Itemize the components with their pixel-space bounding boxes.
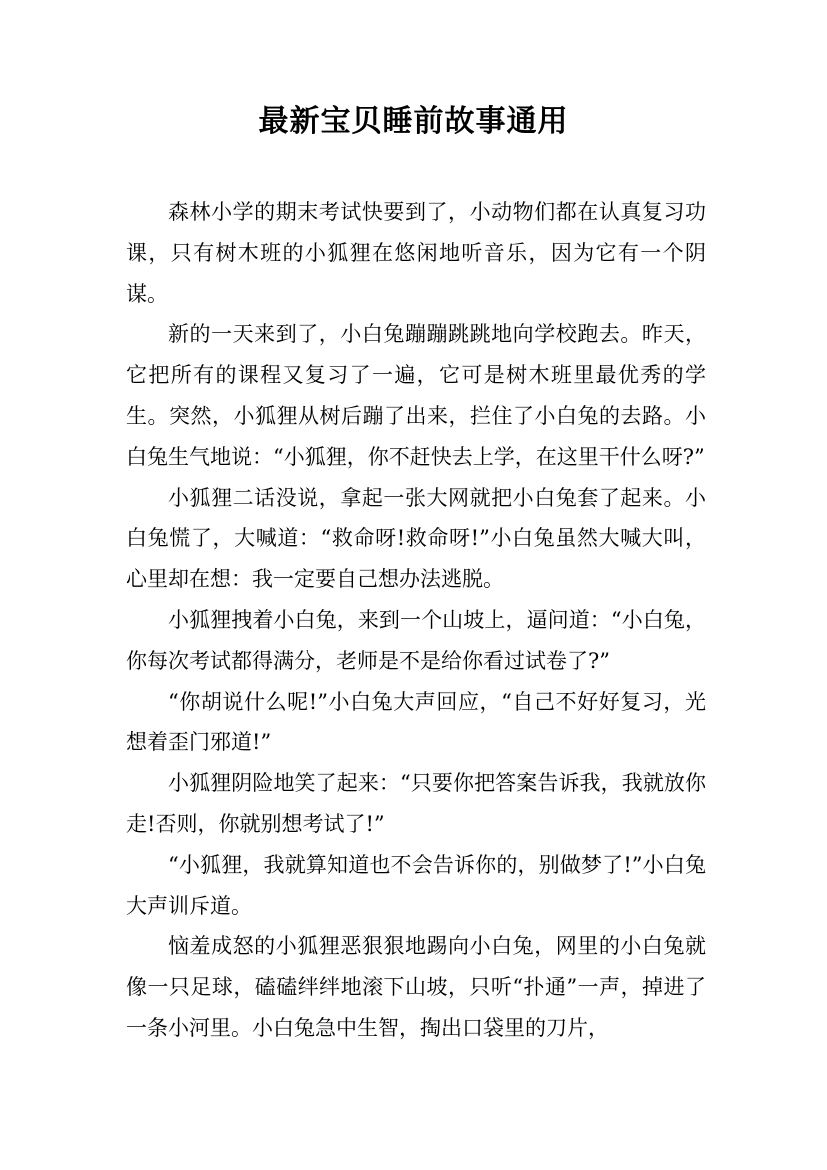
paragraph: 恼羞成怒的小狐狸恶狠狠地踢向小白兔，网里的小白兔就像一只足球，磕磕绊绊地滚下山坡，只听“扑通”一声，掉进了一条小河里。小白兔急中生智，掏出口袋里的刀片， <box>126 934 706 1040</box>
paragraph: 小狐狸阴险地笑了起来：“只要你把答案告诉我，我就放你走!否则，你就别想考试了!” <box>126 771 706 836</box>
paragraph: “你胡说什么呢!”小白兔大声回应，“自己不好好复习，光想着歪门邪道!” <box>126 689 706 755</box>
paragraph: 小狐狸二话没说，拿起一张大网就把小白兔套了起来。小白兔慌了，大喊道：“救命呀!救命呀!”小白兔虽然大喊大叫，心里却在想：我一定要自己想办法逃脱。 <box>126 485 706 592</box>
paragraph: 新的一天来到了，小白兔蹦蹦跳跳地向学校跑去。昨天，它把所有的课程又复习了一遍，它可是树木班里最优秀的学生。突然，小狐狸从树后蹦了出来，拦住了小白兔的去路。小白兔生气地说：“小狐狸，你不赶快去上学，在这里干什么呀?” <box>126 322 706 469</box>
document-title: 最新宝贝睡前故事通用 <box>258 104 569 139</box>
paragraph: 森林小学的期末考试快要到了，小动物们都在认真复习功课，只有树木班的小狐狸在悠闲地听音乐，因为它有一个阴谋。 <box>126 200 706 306</box>
document-body <box>126 192 706 1049</box>
paragraph: 小狐狸拽着小白兔，来到一个山坡上，逼问道：“小白兔，你每次考试都得满分，老师是不是给你看过试卷了?” <box>126 607 706 673</box>
paragraph: “小狐狸，我就算知道也不会告诉你的，别做梦了!”小白兔大声训斥道。 <box>126 852 706 918</box>
